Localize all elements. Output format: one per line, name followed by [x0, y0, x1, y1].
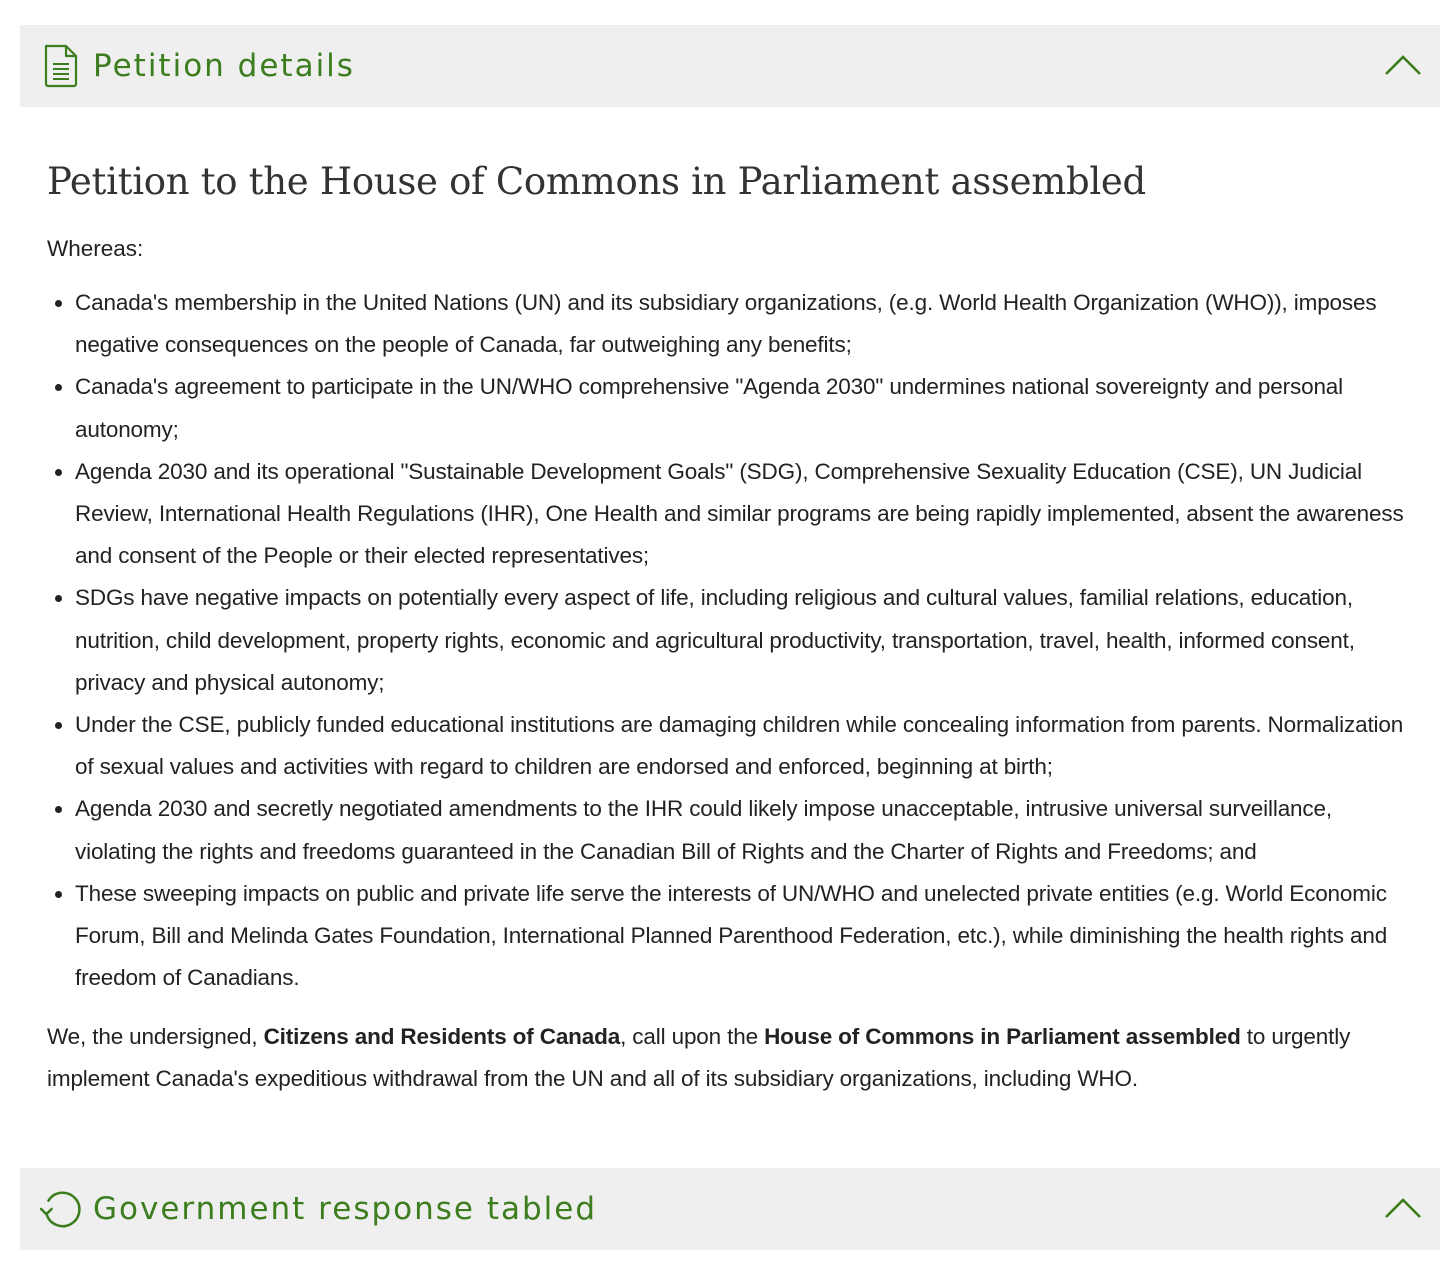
closing-text-1: We, the undersigned,: [47, 1024, 264, 1050]
closing-bold-house: House of Commons in Parliament assembled: [764, 1024, 1241, 1050]
closing-text-3: to urgently implement Canada's expeditious withdrawal from the UN and all of its subsidiary organizations, including WHO.: [47, 1024, 1351, 1092]
petition-title: Petition to the House of Commons in Parliament assembled: [47, 160, 1146, 203]
petition-details-title: Petition details: [93, 48, 355, 84]
whereas-item: Canada's membership in the United Nations (UN) and its subsidiary organizations, (e.g. World Health Organization (WHO)), imposes negative consequences on the people of Canada, far outweighing any benefits;: [75, 282, 1407, 366]
closing-text-2: , call upon the: [620, 1024, 765, 1050]
whereas-item: SDGs have negative impacts on potentially every aspect of life, including religious and cultural values, familial relations, education, nutrition, child development, property rights, economic and agricultural productivity, transportation, travel, health, informed consent, privacy and physical autonomy;: [75, 577, 1407, 704]
whereas-list: [47, 282, 1407, 999]
closing-statement: [47, 1016, 1407, 1100]
whereas-item: These sweeping impacts on public and private life serve the interests of UN/WHO and unelected private entities (e.g. World Economic Forum, Bill and Melinda Gates Foundation, International Planned Parenthood Federation, etc.), while diminishing the health rights and freedom of Canadians.: [75, 873, 1407, 1000]
closing-bold-signatories: Citizens and Residents of Canada: [263, 1024, 621, 1050]
history-icon: [38, 1186, 84, 1232]
whereas-item: Canada's agreement to participate in the UN/WHO comprehensive "Agenda 2030" undermines national sovereignty and personal autonomy;: [75, 366, 1407, 450]
petition-content: [47, 150, 1407, 1100]
government-response-header[interactable]: [20, 1168, 1440, 1250]
document-icon: [42, 44, 82, 88]
petition-details-header[interactable]: [20, 25, 1440, 107]
government-response-title: Government response tabled: [93, 1191, 598, 1227]
whereas-item: Under the CSE, publicly funded educational institutions are damaging children while concealing information from parents. Normalization of sexual values and activities with regard to children are endorsed and enforced, beginning at birth;: [75, 704, 1407, 788]
whereas-intro: Whereas:: [47, 236, 144, 261]
chevron-up-icon[interactable]: [1384, 52, 1422, 78]
whereas-item: Agenda 2030 and its operational "Sustainable Development Goals" (SDG), Comprehensive Sexuality Education (CSE), UN Judicial Review, International Health Regulations (IHR), One Health and similar programs are being rapidly implemented, absent the awareness and consent of the People or their elected representatives;: [75, 451, 1407, 578]
chevron-up-icon[interactable]: [1384, 1195, 1422, 1221]
whereas-item: Agenda 2030 and secretly negotiated amendments to the IHR could likely impose unacceptable, intrusive universal surveillance, violating the rights and freedoms guaranteed in the Canadian Bill of Rights and the Charter of Rights and Freedoms; and: [75, 788, 1407, 872]
